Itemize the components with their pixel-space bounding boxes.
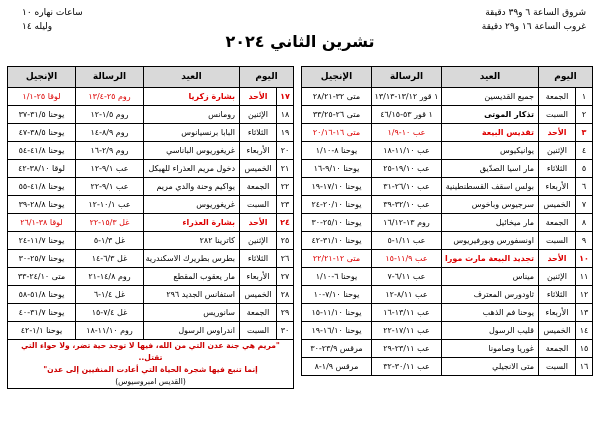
calendar-row: [8, 106, 294, 124]
calendar-row: [8, 322, 294, 340]
quote-block: [10, 340, 291, 388]
gospel-reading: لوقا ٣٨/١٠-٤٢: [8, 160, 76, 178]
weekday: الجمعة: [538, 340, 575, 358]
epistle-reading: عب ٦/١١-٧: [371, 268, 441, 286]
day-number: ١٥: [576, 340, 593, 358]
night-hours: وليله ١٤: [22, 22, 53, 32]
gospel-reading: لوقا ٣٨-٢٦/١: [8, 214, 76, 232]
epistle-reading: عب ١/١١-٥: [371, 232, 441, 250]
gospel-reading: يوحنا ١١/١٠-١٥: [301, 304, 371, 322]
quote-attribution: (القديس امبروسيوس): [115, 377, 186, 386]
quote-row: [8, 340, 294, 389]
feast-name: متى الانجيلي: [441, 358, 538, 376]
day-number: ٢٨: [277, 286, 294, 304]
gospel-reading: يوحنا ٨-١/١٠: [301, 142, 371, 160]
page-header: [0, 0, 600, 62]
gospel-reading: يوحنا ٥١/٨-٥٨: [8, 286, 76, 304]
weekday: الجمعة: [240, 304, 277, 322]
weekday: السبت: [538, 232, 575, 250]
epistle-reading: عب ١١/٩-١٥: [371, 250, 441, 268]
calendar-row: [8, 268, 294, 286]
weekday: الثلاثاء: [240, 124, 277, 142]
table-header-row: [8, 67, 294, 88]
weekday: الأربعاء: [240, 142, 277, 160]
day-number: ١٤: [576, 322, 593, 340]
gospel-reading: يوحنا ١/١-٤٢: [8, 322, 76, 340]
feast-name: جميع القديسين: [441, 88, 538, 106]
day-number: ٩: [576, 232, 593, 250]
day-number: ٢٣: [277, 196, 294, 214]
day-number: ٣٠: [277, 322, 294, 340]
weekday: السبت: [240, 196, 277, 214]
weekday: الإثنين: [240, 106, 277, 124]
quote-cell: [8, 340, 294, 389]
weekday: السبت: [240, 322, 277, 340]
calendar-row: [8, 214, 294, 232]
calendar-table-days-17-30: [7, 66, 294, 389]
quote-line-1: "مريم هي جنة عدن التي من الله، فيها لا توجد حية تضر، ولا حواء التي تقتل..: [21, 341, 280, 362]
col-header-day: اليوم: [538, 67, 592, 88]
gospel-reading: متى ٢٦-٣٣/٢٥: [301, 106, 371, 124]
col-header-gospel: الإنجيل: [8, 67, 76, 88]
weekday: الجمعة: [538, 88, 575, 106]
feast-name: غوريا وصامونا: [441, 340, 538, 358]
weekday: الجمعة: [538, 214, 575, 232]
gospel-reading: يوحنا ٤١/٨-٥٥: [8, 178, 76, 196]
weekday: الإثنين: [538, 268, 575, 286]
gospel-reading: مرقس ٢٣/٩-٣٠: [301, 340, 371, 358]
feast-name: قليب الرسول: [441, 322, 538, 340]
col-header-feast: العيد: [441, 67, 538, 88]
weekday: الأربعاء: [538, 304, 575, 322]
epistle-reading: غل ١/٤-٦: [76, 286, 144, 304]
epistle-reading: عب ٨/١١-١٢: [371, 286, 441, 304]
feast-name: بولس اسقف القسطنطينية: [441, 178, 538, 196]
day-number: ٢٧: [277, 268, 294, 286]
feast-name: ثاودورس المعترف: [441, 286, 538, 304]
weekday: الثلاثاء: [538, 160, 575, 178]
day-number: ١٣: [576, 304, 593, 322]
feast-name: كاترينا ٢٨٢: [144, 232, 240, 250]
calendar-row: [8, 88, 294, 106]
epistle-reading: روم ١٤/٨-٢١: [76, 268, 144, 286]
calendar-row: [301, 214, 592, 232]
gospel-reading: يوحنا ٢٥/١٠-٣٠: [301, 214, 371, 232]
epistle-reading: عب ١٣/١١-١٦: [371, 304, 441, 322]
epistle-reading: روم ١١/١٠-١٨: [76, 322, 144, 340]
calendar-row: [301, 160, 592, 178]
gospel-reading: متى ٢٤/١٠-٣٣: [8, 268, 76, 286]
feast-name: ميناس: [441, 268, 538, 286]
sunset-line: غروب الساعة ١٦ و٢٩ دقيقة: [481, 22, 586, 32]
epistle-reading: غل ١/٣-٥: [76, 232, 144, 250]
day-number: ٨: [576, 214, 593, 232]
day-number: ٤: [576, 142, 593, 160]
calendar-row: [301, 322, 592, 340]
feast-name: مار اسيا الصدّيق: [441, 160, 538, 178]
gospel-reading: يوحنا ٧/١٠-١٠: [301, 286, 371, 304]
gospel-reading: متى ١٢-٢٢/٢١: [301, 250, 371, 268]
calendar-row: [301, 232, 592, 250]
day-number: ٢١: [277, 160, 294, 178]
day-number: ٥: [576, 160, 593, 178]
day-number: ٣: [576, 124, 593, 142]
day-number: ١٧: [277, 88, 294, 106]
epistle-reading: روم ١٣-١٦/١٢: [371, 214, 441, 232]
calendar-row: [8, 142, 294, 160]
epistle-reading: غل ١٥/٣-٢٢: [76, 214, 144, 232]
table-header-row: [301, 67, 592, 88]
feast-name: بطرس بطريرك الاسكندرية: [144, 250, 240, 268]
calendar-row: [301, 304, 592, 322]
calendar-row: [301, 178, 592, 196]
page-title: تشرين الثاني ٢٠٢٤: [225, 32, 375, 51]
feast-name: تجديد البيعة مارت مورا: [441, 250, 538, 268]
gospel-reading: يوحنا ٣٨/٥-٤٧: [8, 124, 76, 142]
feast-name: سرجيوس وباخوس: [441, 196, 538, 214]
day-number: ١٨: [277, 106, 294, 124]
epistle-reading: ١ قور ٥٣-٤٦/١٥: [371, 106, 441, 124]
epistle-reading: روم ١/٥-١٢: [76, 106, 144, 124]
weekday: الجمعة: [240, 178, 277, 196]
feast-name: تذكار الموتى: [441, 106, 538, 124]
day-number: ٧: [576, 196, 593, 214]
weekday: الأربعاء: [240, 268, 277, 286]
day-number: ١٦: [576, 358, 593, 376]
quote-line-3: إنما تنبع فيها شجرة الحياة التي أعادت المنفيين إلى عدن": [43, 365, 258, 374]
calendar-row: [301, 196, 592, 214]
gospel-reading: يوحنا ٩/١٠-١٦: [301, 160, 371, 178]
day-number: ١١: [576, 268, 593, 286]
calendar-tables: [7, 66, 593, 386]
gospel-reading: يوحنا ٦-١/١٠: [301, 268, 371, 286]
gospel-reading: متى ٣٢-٢٨/٢١: [301, 88, 371, 106]
feast-name: غريغوريوس الباناسي: [144, 142, 240, 160]
epistle-reading: عب ٩/١-١٢: [76, 160, 144, 178]
gospel-reading: لوقا ٢٥-١/١: [8, 88, 76, 106]
feast-name: رومانس: [144, 106, 240, 124]
calendar-row: [301, 340, 592, 358]
calendar-row: [301, 250, 592, 268]
epistle-reading: غل ٦/٣-١٤: [76, 250, 144, 268]
calendar-row: [8, 250, 294, 268]
calendar-row: [301, 88, 592, 106]
epistle-reading: روم ٨/٩-١٤: [76, 124, 144, 142]
gospel-reading: يوحنا ٢٠/١٠-٢٤: [301, 196, 371, 214]
weekday: الأحد: [240, 88, 277, 106]
feast-name: غريغوريوس: [144, 196, 240, 214]
day-number: ٢٠: [277, 142, 294, 160]
calendar-row: [301, 106, 592, 124]
calendar-row: [8, 196, 294, 214]
epistle-reading: عب ٢٣/١١-٢٩: [371, 340, 441, 358]
weekday: الأحد: [538, 124, 575, 142]
weekday: السبت: [538, 106, 575, 124]
day-hours: ساعات نهاره ١٠: [22, 8, 83, 18]
feast-name: بشارة العذراء: [144, 214, 240, 232]
feast-name: مار يعقوب المقطع: [144, 268, 240, 286]
day-number: ١٢: [576, 286, 593, 304]
weekday: الإثنين: [538, 142, 575, 160]
feast-name: بشارة زكريا: [144, 88, 240, 106]
gospel-reading: متى ١٦-٢٠/١٦: [301, 124, 371, 142]
day-number: ٢٩: [277, 304, 294, 322]
day-number: ١٠: [576, 250, 593, 268]
calendar-table-days-1-16: [301, 66, 593, 376]
epistle-reading: عب ١٠-١/٩: [371, 124, 441, 142]
epistle-reading: عب ١١/١٠-١٨: [371, 142, 441, 160]
feast-name: تقديس البيعة: [441, 124, 538, 142]
weekday: الإثنين: [240, 232, 277, 250]
weekday: الخميس: [538, 322, 575, 340]
col-header-gospel: الإنجيل: [301, 67, 371, 88]
calendar-row: [8, 232, 294, 250]
feast-name: سانوريس: [144, 304, 240, 322]
feast-name: مار ميخائيل: [441, 214, 538, 232]
weekday: الأربعاء: [538, 178, 575, 196]
epistle-reading: ١ قور ١٣/١٢-١٣/١٣: [371, 88, 441, 106]
gospel-reading: يوحنا ٢٨/٨-٣٩: [8, 196, 76, 214]
feast-name: البابا برنسيانوس: [144, 124, 240, 142]
day-number: ١: [576, 88, 593, 106]
epistle-reading: روم ٢٥-١٣/٤: [76, 88, 144, 106]
day-number: ٢٤: [277, 214, 294, 232]
gospel-reading: يوحنا ٣١/٧-٤٠: [8, 304, 76, 322]
calendar-row: [301, 268, 592, 286]
epistle-reading: عب ٣٠/١١-٣٢: [371, 358, 441, 376]
col-header-day: اليوم: [240, 67, 294, 88]
col-header-epistle: الرسالة: [371, 67, 441, 88]
epistle-reading: عب ١٩/١٠-٢٥: [371, 160, 441, 178]
weekday: الأحد: [538, 250, 575, 268]
weekday: الخميس: [240, 286, 277, 304]
calendar-row: [8, 124, 294, 142]
feast-name: اندراوس الرسول: [144, 322, 240, 340]
epistle-reading: روم ٢/٩-١٦: [76, 142, 144, 160]
feast-name: يواكيم وحنة والدي مريم: [144, 178, 240, 196]
epistle-reading: عب ٣٢/١٠-٣٩: [371, 196, 441, 214]
calendar-row: [301, 124, 592, 142]
calendar-row: [301, 286, 592, 304]
sunrise-line: شروق الساعة ٦ و٣٩ دقيقة: [485, 8, 586, 18]
epistle-reading: عب ١٠/١-١٢: [76, 196, 144, 214]
feast-name: يوانيكيوس: [441, 142, 538, 160]
gospel-reading: يوحنا ٤١/٨-٥٤: [8, 142, 76, 160]
epistle-reading: عب ٩/١-٢٢: [76, 178, 144, 196]
calendar-row: [8, 178, 294, 196]
feast-name: يوحنا فم الذهب: [441, 304, 538, 322]
col-header-epistle: الرسالة: [76, 67, 144, 88]
calendar-row: [8, 160, 294, 178]
epistle-reading: عب ٢٦/١٠-٣١: [371, 178, 441, 196]
gospel-reading: يوحنا ١١/٧-٢٤: [8, 232, 76, 250]
calendar-row: [8, 304, 294, 322]
feast-name: اونسفورس وبورفيريوس: [441, 232, 538, 250]
day-number: ٦: [576, 178, 593, 196]
weekday: الثلاثاء: [240, 250, 277, 268]
day-number: ١٩: [277, 124, 294, 142]
weekday: السبت: [538, 358, 575, 376]
day-number: ٢٥: [277, 232, 294, 250]
weekday: الخميس: [538, 196, 575, 214]
gospel-reading: يوحنا ٣١/١٠-٤٢: [301, 232, 371, 250]
gospel-reading: يوحنا ٢٥/٧-٣٠: [8, 250, 76, 268]
weekday: الخميس: [240, 160, 277, 178]
calendar-row: [301, 142, 592, 160]
epistle-reading: عب ١٧/١١-٢٢: [371, 322, 441, 340]
gospel-reading: يوحنا ١٦/١٠-١٩: [301, 322, 371, 340]
epistle-reading: غل ٧/٤-١٥: [76, 304, 144, 322]
feast-name: استفانس الجديد ٢٩٦: [144, 286, 240, 304]
gospel-reading: يوحنا ٣١/٥-٣٧: [8, 106, 76, 124]
day-number: ٢: [576, 106, 593, 124]
day-number: ٢٦: [277, 250, 294, 268]
feast-name: دخول مريم العذراء للهيكل: [144, 160, 240, 178]
calendar-row: [8, 286, 294, 304]
day-number: ٢٢: [277, 178, 294, 196]
col-header-feast: العيد: [144, 67, 240, 88]
weekday: الأحد: [240, 214, 277, 232]
gospel-reading: يوحنا ١٧/١٠-١٩: [301, 178, 371, 196]
calendar-row: [301, 358, 592, 376]
weekday: الثلاثاء: [538, 286, 575, 304]
gospel-reading: مرقس ١/٩-٨: [301, 358, 371, 376]
